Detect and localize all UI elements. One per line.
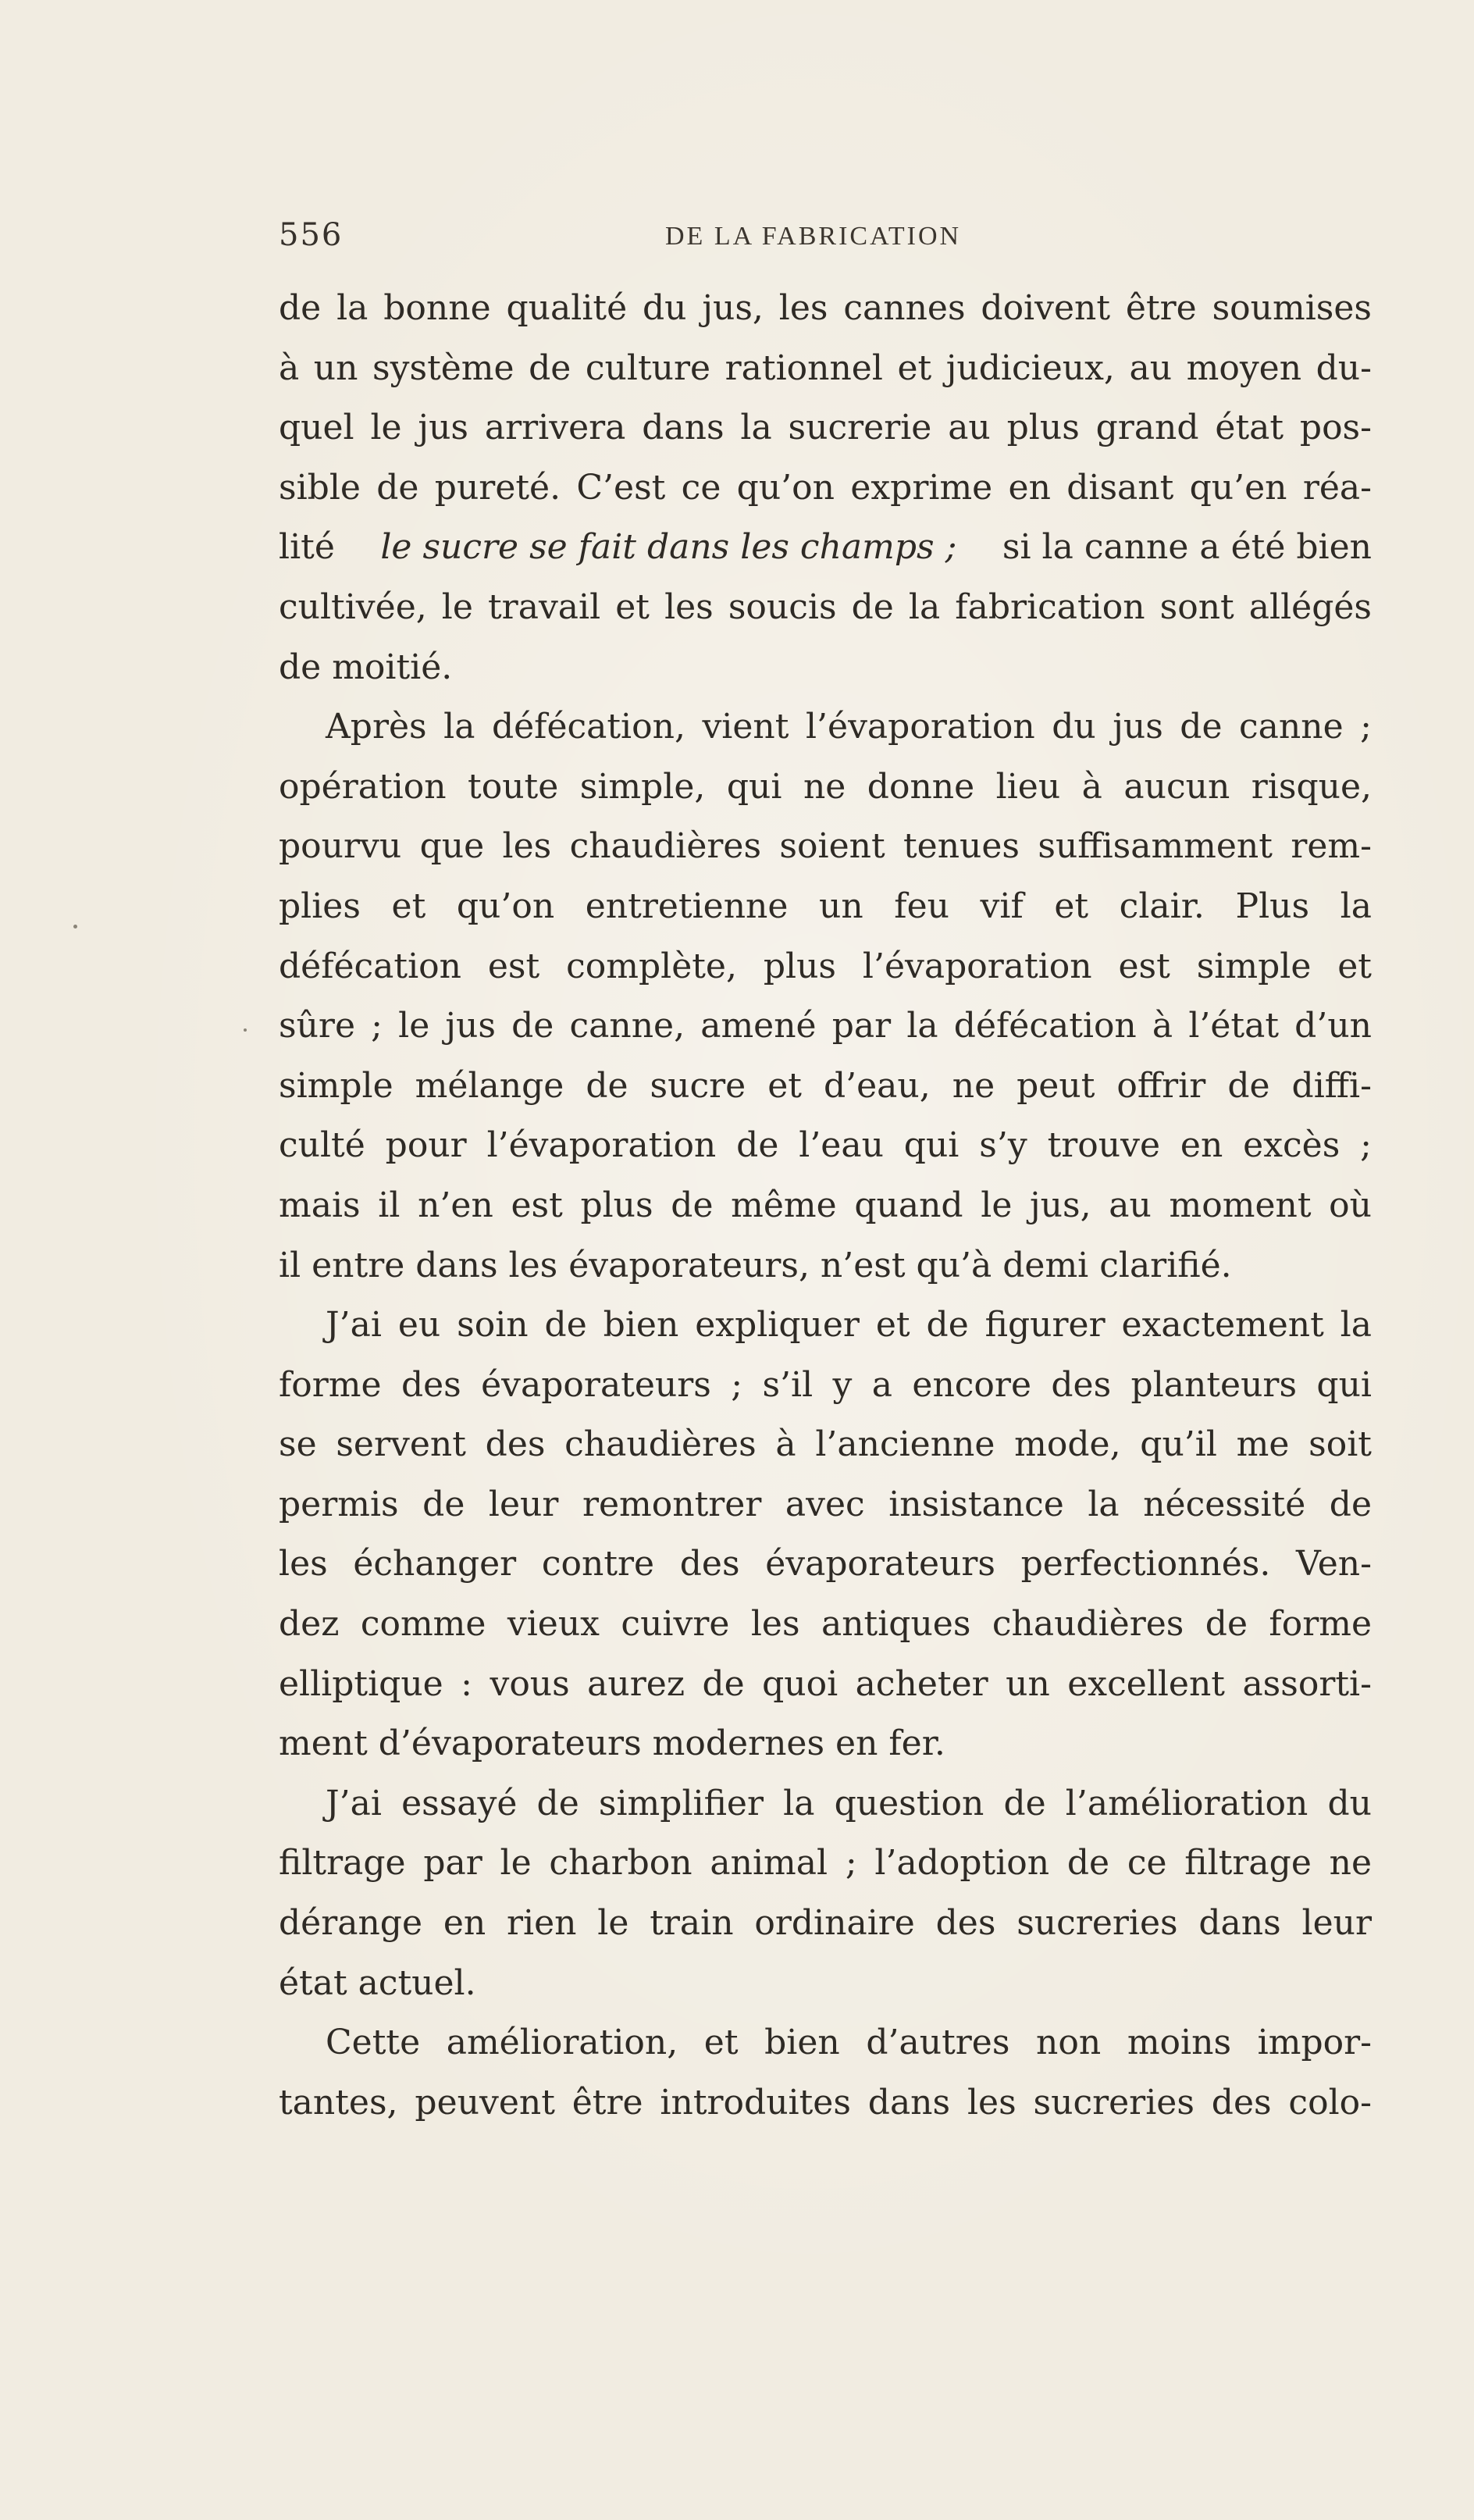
text-line: J’ai essayé de simplifier la question de l’amélioration du [326,1783,1372,1823]
text-line: opération toute simple, qui ne donne lieu à aucun risque, [279,766,1372,807]
text-line: mais il n’en est plus de même quand le jus, au moment où [279,1185,1372,1225]
text-line: plies et qu’on entretienne un feu vif et clair. Plus la [279,886,1372,926]
paragraph [279,697,1372,1296]
text-line: il entre dans les évaporateurs, n’est qu’à demi clarifié. [279,1245,1232,1285]
text-line: simple mélange de sucre et d’eau, ne peut offrir de diffi- [279,1065,1372,1106]
text-line-with-italic [279,518,1372,578]
text-line: Après la défécation, vient l’évaporation du jus de canne ; [326,707,1372,747]
text-line: tantes, peuvent être introduites dans les sucreries des colo- [279,2082,1372,2123]
text-line: permis de leur remontrer avec insistance la nécessité de [279,1484,1372,1524]
text-line: à un système de culture rationnel et judicieux, au moyen du- [279,348,1372,388]
text-line: se servent des chaudières à l’ancienne mode, qu’il me soit [279,1424,1372,1465]
text-segment: lité [279,527,335,568]
text-line: pourvu que les chaudières soient tenues suffisamment rem- [279,826,1372,867]
body-text [279,279,1372,2133]
paragraph [279,2013,1372,2133]
running-title: DE LA FABRICATION [665,222,962,251]
page-number: 556 [279,217,344,253]
text-line: culté pour l’évaporation de l’eau qui s’y trouve en excès ; [279,1125,1372,1166]
text-line: sûre ; le jus de canne, amené par la défécation à l’état d’un [279,1006,1372,1046]
paragraph [279,279,1372,697]
running-head [279,217,1372,264]
text-line: Cette amélioration, et bien d’autres non moins impor- [326,2023,1372,2063]
text-line: filtrage par le charbon animal ; l’adoption de ce filtrage ne [279,1843,1372,1884]
text-line: les échanger contre des évaporateurs perfectionnés. Ven- [279,1544,1372,1584]
text-line: dérange en rien le train ordinaire des sucreries dans leur [279,1903,1372,1944]
text-line: état actuel. [279,1962,476,2003]
text-segment: si la canne a été bien [1002,527,1372,568]
text-line: elliptique : vous aurez de quoi acheter un excellent assorti- [279,1663,1372,1704]
text-line: de moitié. [279,647,453,687]
paragraph [279,1296,1372,1774]
text-line: défécation est complète, plus l’évaporation est simple et [279,946,1372,986]
paper-speck [244,1028,247,1032]
text-line: J’ai eu soin de bien expliquer et de figurer exactement la [326,1305,1372,1346]
text-line: forme des évaporateurs ; s’il y a encore des planteurs qui [279,1364,1372,1405]
text-line: ment d’évaporateurs modernes en fer. [279,1723,945,1764]
paper-speck [73,925,77,929]
italic-phrase: le sucre se fait dans les champs ; [380,527,957,568]
text-line: quel le jus arrivera dans la sucrerie au plus grand état pos- [279,408,1372,448]
text-line: de la bonne qualité du jus, les cannes doivent être soumises [279,288,1372,328]
paragraph [279,1774,1372,2013]
text-line: sible de pureté. C’est ce qu’on exprime en disant qu’en réa- [279,467,1372,508]
text-line: cultivée, le travail et les soucis de la fabrication sont allégés [279,586,1372,627]
text-line: dez comme vieux cuivre les antiques chaudières de forme [279,1604,1372,1645]
